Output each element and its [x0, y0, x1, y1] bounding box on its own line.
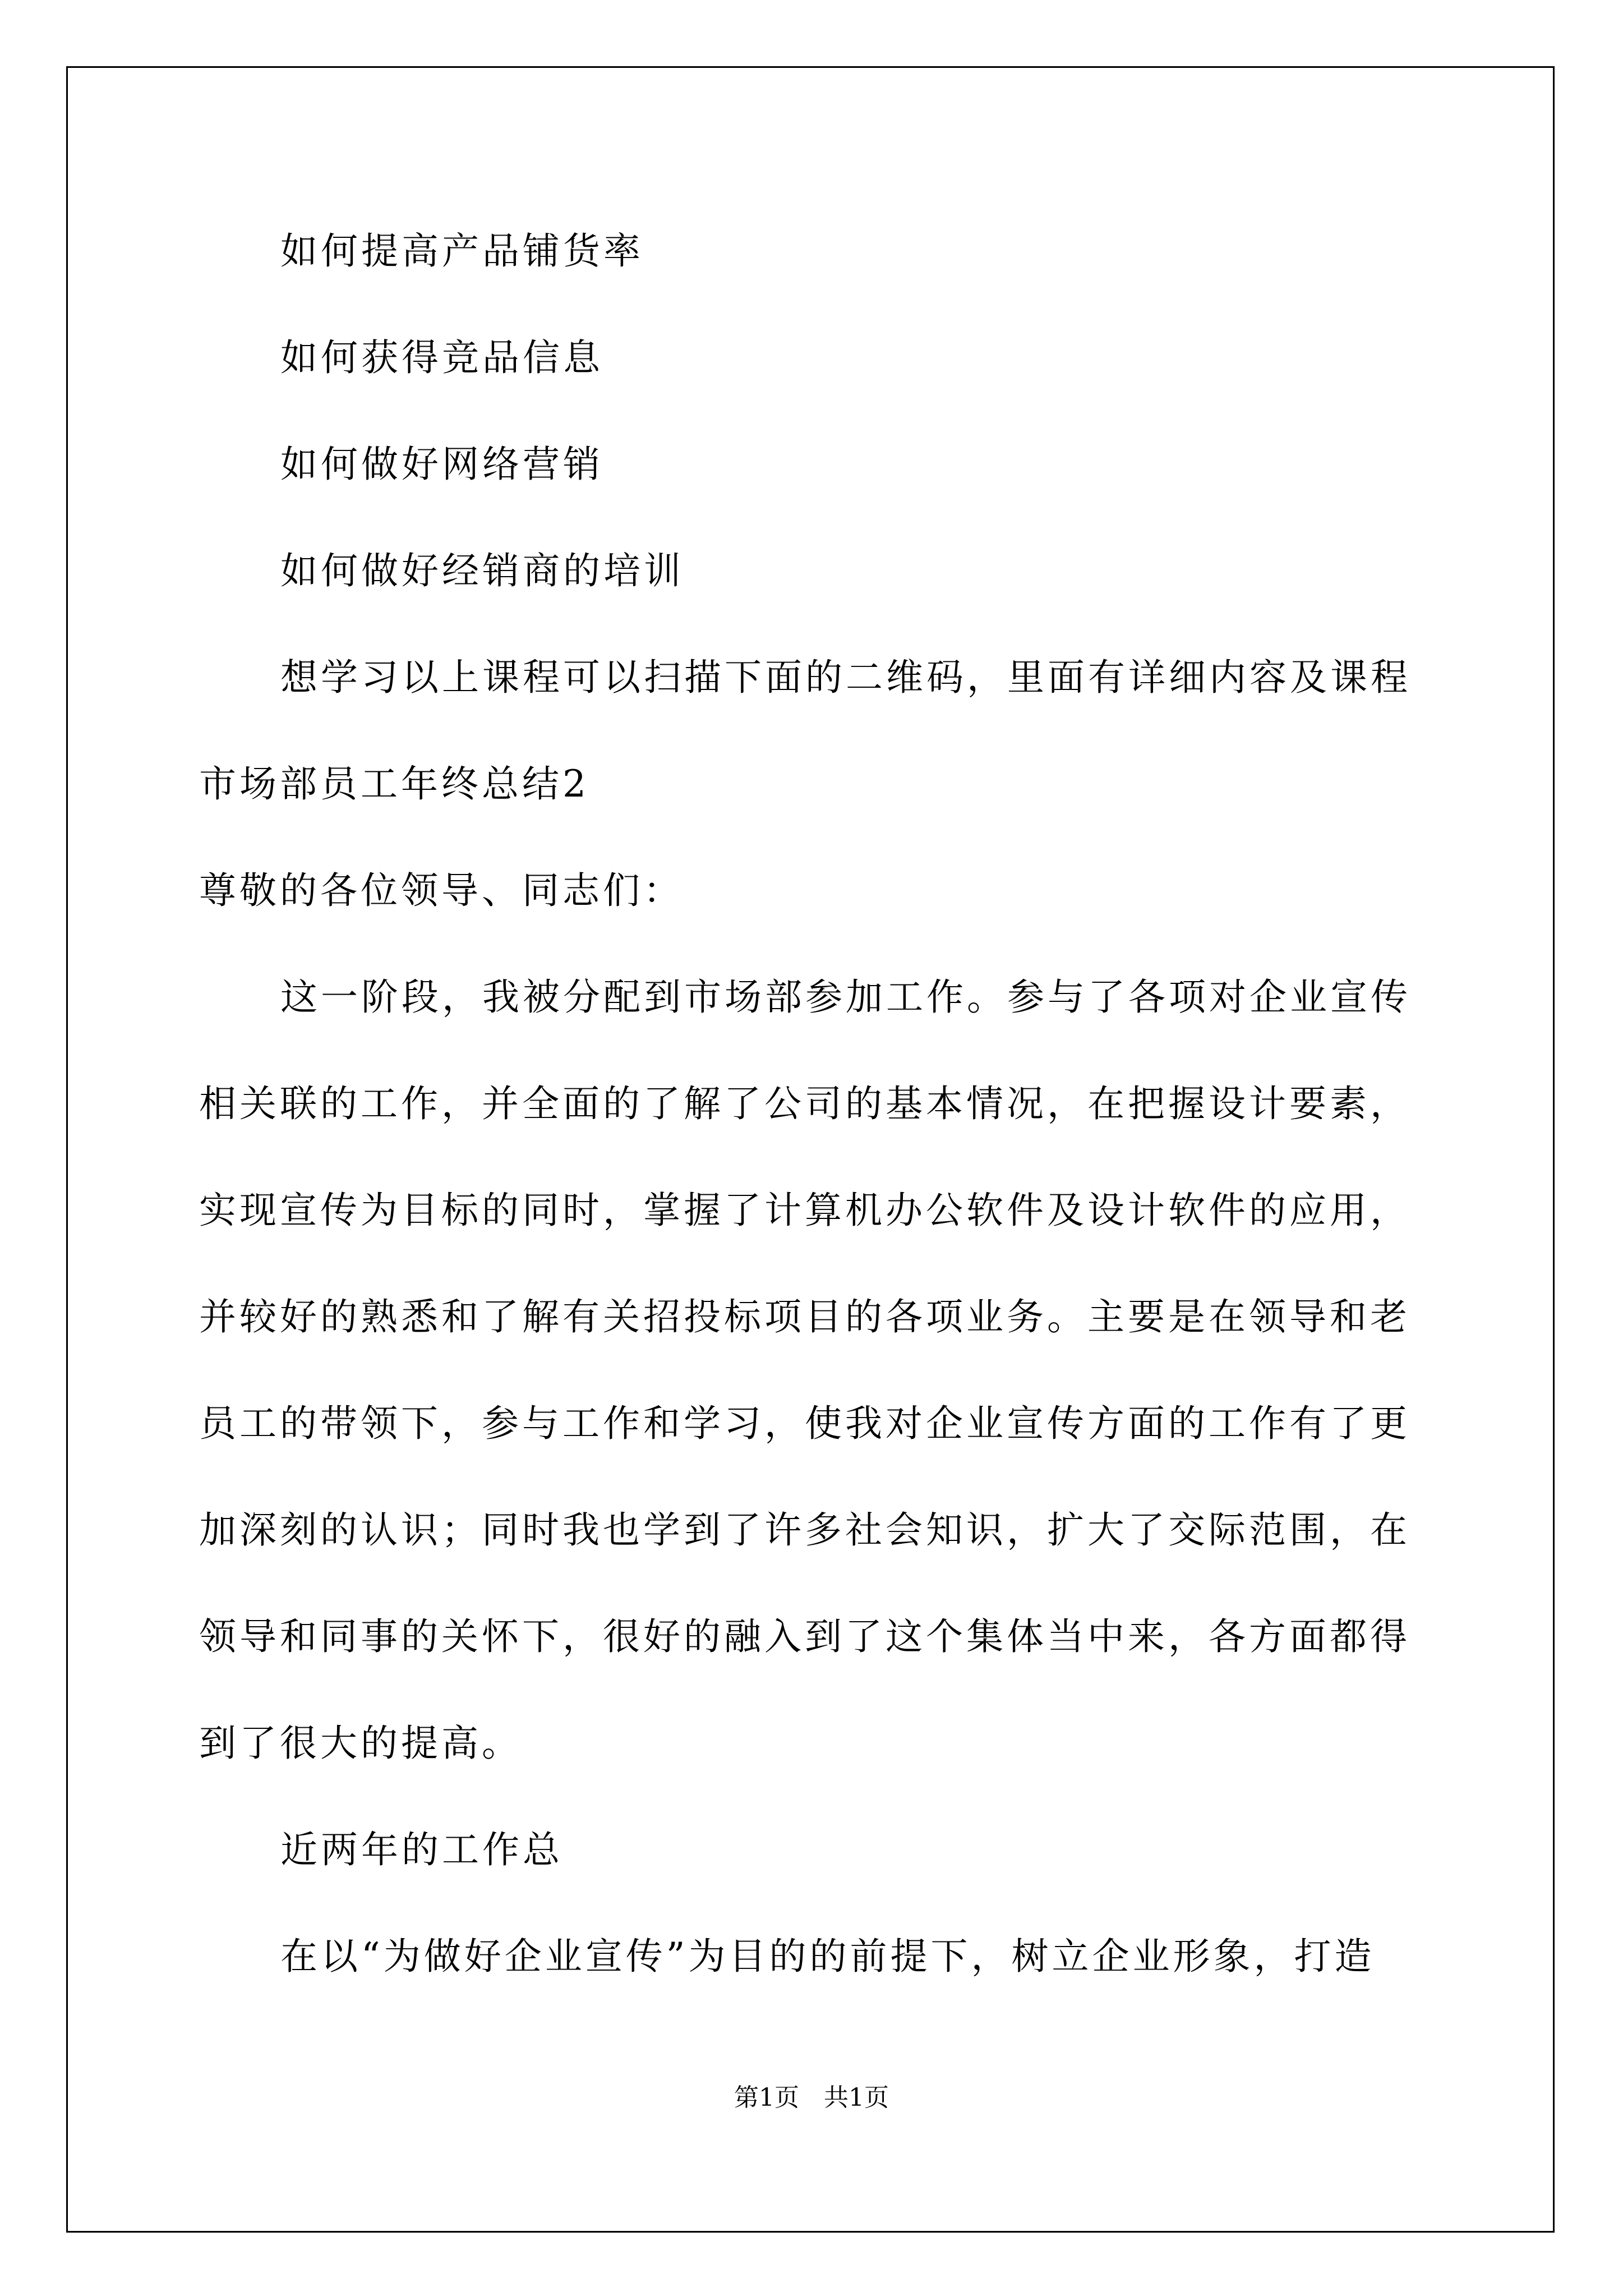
list-item-heading: 如何提高产品铺货率 — [280, 229, 644, 273]
paragraph-line: 实现宣传为目标的同时，掌握了计算机办公软件及设计软件的应用， — [199, 1189, 1410, 1232]
paragraph-line: 相关联的工作，并全面的了解了公司的基本情况，在把握设计要素， — [199, 1082, 1410, 1125]
paragraph-line: 领导和同事的关怀下，很好的融入到了这个集体当中来，各方面都得 — [199, 1615, 1410, 1658]
list-item-heading: 如何获得竞品信息 — [280, 336, 603, 379]
paragraph-line: 并较好的熟悉和了解有关招投标项目的各项业务。主要是在领导和老 — [199, 1295, 1410, 1338]
list-item-heading: 如何做好经销商的培训 — [280, 549, 684, 592]
paragraph-line: 这一阶段，我被分配到市场部参加工作。参与了各项对企业宣传 — [280, 976, 1411, 1019]
paragraph-line: 想学习以上课程可以扫描下面的二维码，里面有详细内容及课程 — [280, 656, 1411, 699]
salutation: 尊敬的各位领导、同志们： — [199, 869, 684, 912]
paragraph-line: 员工的带领下，参与工作和学习，使我对企业宣传方面的工作有了更 — [199, 1402, 1410, 1445]
page-border — [66, 66, 1555, 2233]
paragraph-line: 到了很大的提高。 — [199, 1722, 522, 1765]
section-title: 市场部员工年终总结2 — [199, 762, 589, 806]
paragraph-line: 在以“为做好企业宣传”为目的的前提下，树立企业形象，打造 — [280, 1935, 1375, 1978]
subheading: 近两年的工作总 — [280, 1828, 563, 1871]
list-item-heading: 如何做好网络营销 — [280, 443, 603, 486]
paragraph-line: 加深刻的认识；同时我也学到了许多社会知识，扩大了交际范围，在 — [199, 1508, 1410, 1552]
page-footer: 第1页 共1页 — [734, 2083, 889, 2112]
